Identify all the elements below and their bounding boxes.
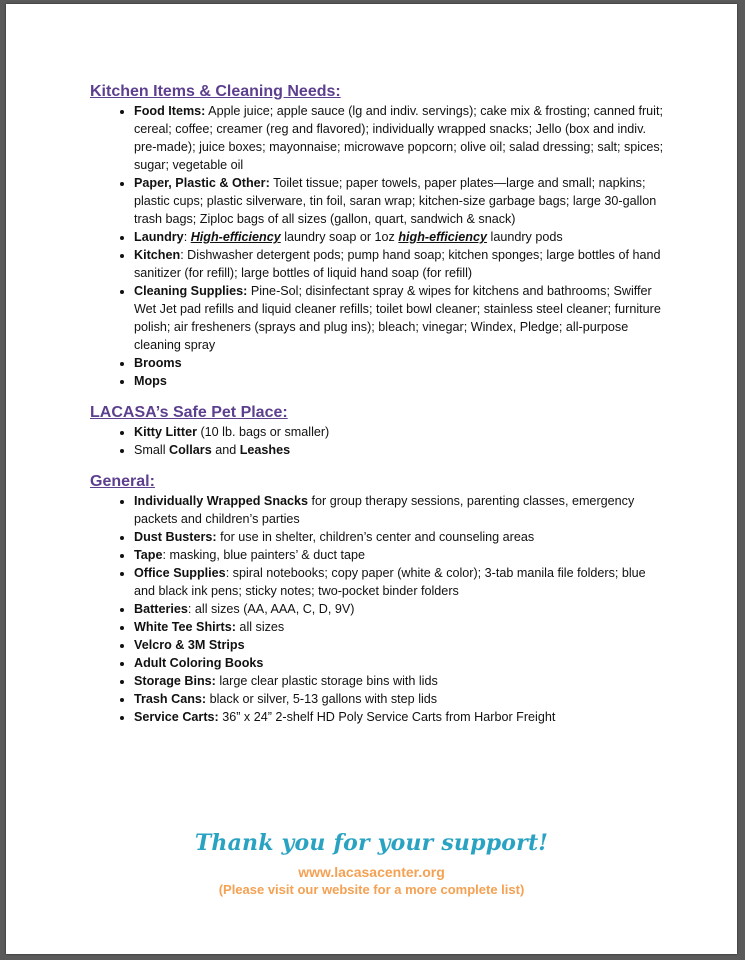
thank-you-message: Thank you for your support! [194, 830, 549, 856]
section-heading-kitchen: Kitchen Items & Cleaning Needs: [90, 83, 341, 100]
visit-website-note: (Please visit our website for a more complete list) [218, 882, 525, 897]
list-item: • Batteries: all sizes (AA, AAA, C, D, 9V) [134, 600, 665, 618]
list-item: • Storage Bins: large clear plastic storage bins with lids [134, 672, 665, 690]
list-item: • Small Collars and Leashes [134, 441, 665, 459]
list-item: • Food Items: Apple juice; apple sauce (lg and indiv. servings); cake mix & frosting; canned fruit; cereal; coffee; creamer (reg and flavored); individually wrapped snacks; Jello (box and indiv. pre-made); juice boxes; mayonnaise; microwave popcorn; olive oil; salad dressing; salt; spices; sugar; vegetable oil [134, 102, 665, 174]
website-link[interactable]: www.lacasacenter.org [298, 864, 445, 880]
list-item: • Brooms [134, 354, 665, 372]
list-item: • Trash Cans: black or silver, 5-13 gallons with step lids [134, 690, 665, 708]
section-heading-pet-place: LACASA’s Safe Pet Place: [90, 404, 288, 421]
document-page [6, 4, 737, 954]
list-item: • Kitty Litter (10 lb. bags or smaller) [134, 423, 665, 441]
list-item: • Dust Busters: for use in shelter, children’s center and counseling areas [134, 528, 665, 546]
pet-list [90, 423, 665, 459]
list-item: • Cleaning Supplies: Pine-Sol; disinfectant spray & wipes for kitchens and bathrooms; Swiffer Wet Jet pad refills and liquid cleaner refills; toilet bowl cleaner; stainless steel cleaner; furniture polish; air fresheners (sprays and plug ins); bleach; vinegar; Windex, Pledge; all-purpose cleaning spray [134, 282, 665, 354]
kitchen-list [90, 102, 665, 390]
list-item: • Kitchen: Dishwasher detergent pods; pump hand soap; kitchen sponges; large bottles of hand sanitizer (for refill); large bottles of liquid hand soap (for refill) [134, 246, 665, 282]
list-item: • Service Carts: 36” x 24” 2-shelf HD Poly Service Carts from Harbor Freight [134, 708, 665, 726]
donation-list [90, 82, 665, 739]
list-item: • Laundry: High-efficiency laundry soap or 1oz high-efficiency laundry pods [134, 228, 665, 246]
list-item: • Adult Coloring Books [134, 654, 665, 672]
list-item: • Paper, Plastic & Other: Toilet tissue; paper towels, paper plates—large and small; napkins; plastic cups; plastic silverware, tin foil, saran wrap; kitchen-size garbage bags; large 30-gallon trash bags; Ziploc bags of all sizes (gallon, quart, sandwich & snack) [134, 174, 665, 228]
section-heading-general: General: [90, 473, 155, 490]
general-list [90, 492, 665, 726]
list-item: • Tape: masking, blue painters’ & duct tape [134, 546, 665, 564]
list-item: • Office Supplies: spiral notebooks; copy paper (white & color); 3-tab manila file folders; blue and black ink pens; sticky notes; two-pocket binder folders [134, 564, 665, 600]
list-item: • Mops [134, 372, 665, 390]
list-item: • Individually Wrapped Snacks for group therapy sessions, parenting classes, emergency packets and children’s parties [134, 492, 665, 528]
list-item: • Velcro & 3M Strips [134, 636, 665, 654]
list-item: • White Tee Shirts: all sizes [134, 618, 665, 636]
